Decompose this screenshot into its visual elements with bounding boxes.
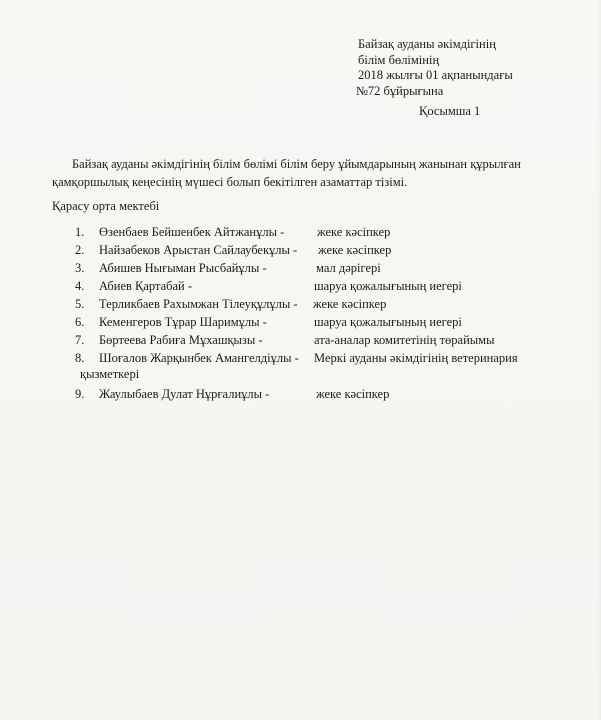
item-number: 1. [75, 225, 85, 239]
member-role: ата-аналар комитетінің төрайымы [314, 333, 495, 347]
item-number: 3. [75, 261, 85, 275]
member-role: мал дәрігері [316, 261, 381, 275]
member-name: Өзенбаев Бейшенбек Айтжанұлы - [99, 225, 285, 239]
appendix-label: Қосымша 1 [419, 104, 481, 118]
intro-paragraph [52, 155, 572, 191]
list-item [0, 333, 601, 351]
item-number: 6. [75, 315, 85, 329]
list-item [0, 261, 601, 279]
order-reference-block [356, 37, 586, 99]
header-line-2: білім бөлімінің [358, 52, 440, 67]
intro-line-1: Байзақ ауданы әкімдігінің білім бөлімі білім беру ұйымдарының жанынан құрылған [72, 157, 521, 171]
list-item [0, 279, 601, 297]
member-role: шаруа қожалығының иегері [314, 279, 462, 293]
item-number: 5. [75, 297, 85, 311]
member-role: Меркі ауданы әкімдігінің ветеринария [314, 351, 518, 365]
item-number: 9. [75, 387, 85, 401]
school-name: Қарасу орта мектебі [52, 199, 160, 213]
item-number: 2. [75, 243, 85, 257]
item-number: 8. [75, 351, 85, 365]
header-line-3: 2018 жылғы 01 ақпанындағы [358, 68, 513, 82]
intro-line-2: қамқоршылық кеңесінің мүшесі болып бекітілген азаматтар тізімі. [52, 175, 408, 189]
item-number: 7. [75, 333, 85, 347]
member-role: жеке кәсіпкер [317, 225, 391, 239]
member-role: жеке кәсіпкер [316, 387, 390, 401]
list-item [0, 243, 601, 261]
member-role: жеке кәсіпкер [318, 243, 392, 257]
member-name: Шоғалов Жарқынбек Амангелдіұлы - [99, 351, 299, 365]
member-role: жеке кәсіпкер [313, 297, 387, 311]
member-role-continuation: қызметкері [80, 367, 140, 381]
member-name: Жаулыбаев Дулат Нұрғалиұлы - [99, 387, 270, 401]
member-name: Абишев Нығыман Рысбайұлы - [99, 261, 267, 275]
member-name: Терликбаев Рахымжан Тілеуқұлұлы - [99, 297, 298, 311]
header-line-1: Байзақ ауданы әкімдігінің [358, 37, 496, 51]
item-number: 4. [75, 279, 85, 293]
list-item [0, 315, 601, 333]
list-item [0, 225, 601, 243]
member-name: Кеменгеров Тұрар Шаримұлы - [99, 315, 267, 329]
header-line-4: №72 бұйрығына [356, 83, 444, 98]
list-item [0, 351, 601, 385]
list-item [0, 387, 601, 405]
member-role: шаруа қожалығының иегері [314, 315, 462, 329]
member-name: Найзабеков Арыстан Сайлаубекұлы - [99, 243, 298, 257]
member-name: Бөртеева Рабиға Мұхашқызы - [99, 333, 263, 347]
list-item [0, 297, 601, 315]
member-name: Абиев Қартабай - [99, 279, 193, 293]
